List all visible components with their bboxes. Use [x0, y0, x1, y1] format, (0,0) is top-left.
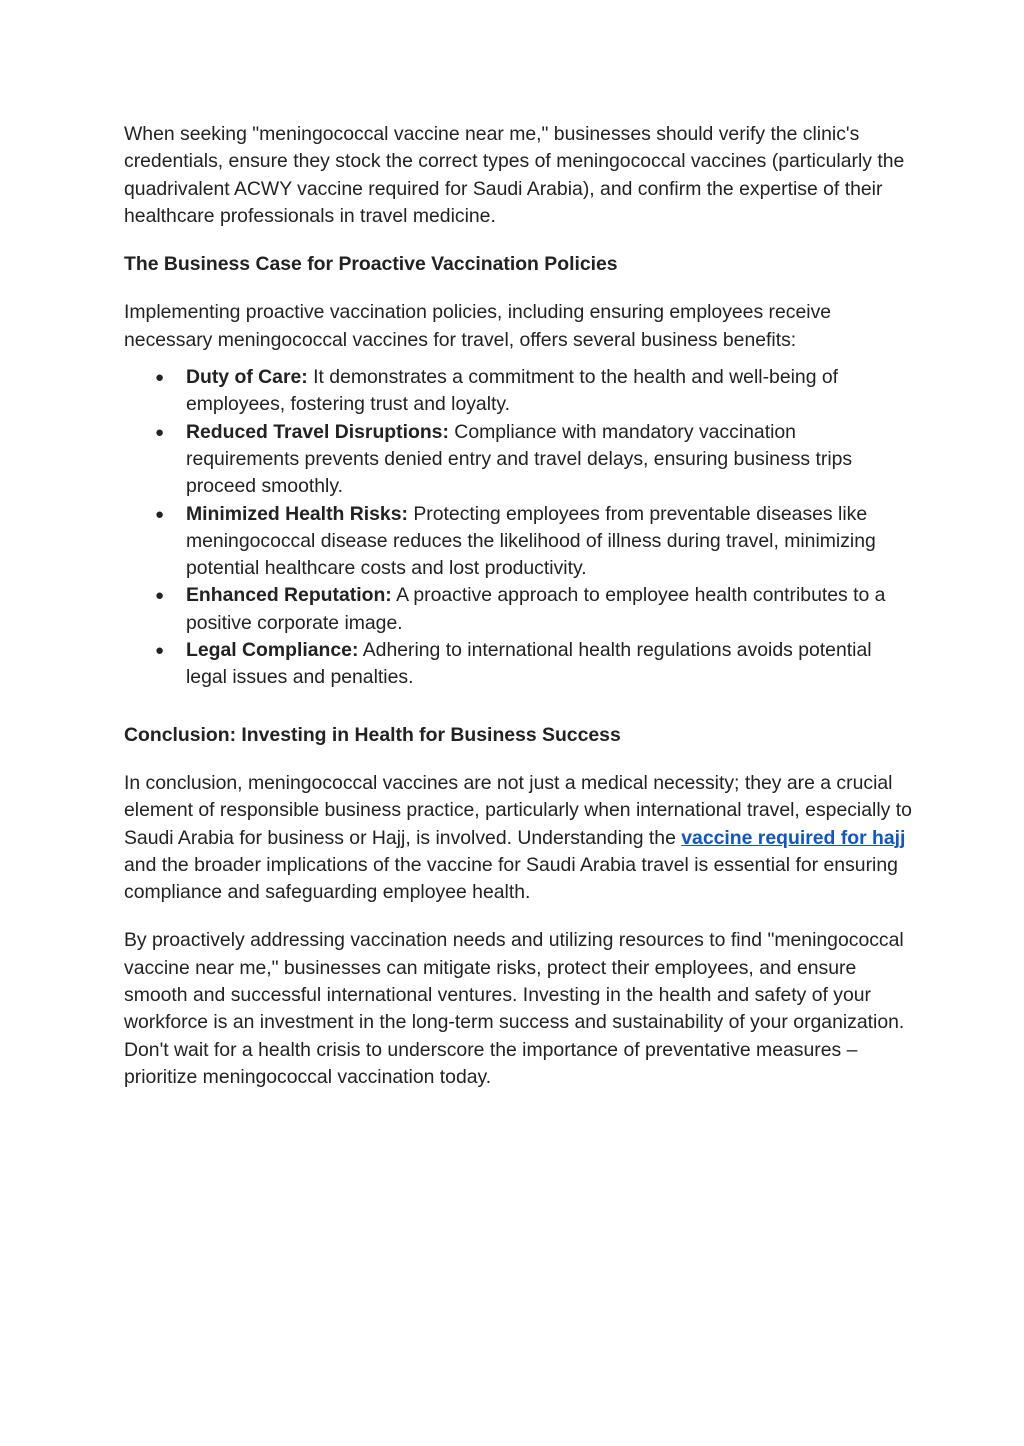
list-item-text: Adhering to international health regulations avoids potential legal issues and penalties.: [186, 639, 872, 689]
conclusion-text-after-link: and the broader implications of the vaccine for Saudi Arabia travel is essential for ensuring compliance and safeguarding employee health.: [124, 853, 898, 904]
bullet-icon: ●: [155, 642, 165, 660]
bullet-icon: ●: [155, 505, 165, 523]
list-item-legal-compliance: [124, 637, 914, 692]
list-item-term: Reduced Travel Disruptions:: [186, 420, 449, 443]
list-item-term: Duty of Care:: [186, 366, 308, 389]
bullet-icon: ●: [155, 369, 165, 387]
list-item-enhanced-reputation: [124, 582, 914, 637]
intro-paragraph: When seeking "meningococcal vaccine near me," businesses should verify the clinic's credentials, ensure they stock the correct types of meningococcal vaccines (particularly the quadrivalent ACWY vaccine required for Saudi Arabia), and confirm the expertise of their healthcare professionals in travel medicine.: [124, 123, 905, 227]
conclusion-paragraph-2: By proactively addressing vaccination needs and utilizing resources to find "meningococcal vaccine near me," businesses can mitigate risks, protect their employees, and ensure smooth and successful international ventures. Investing in the health and safety of your workforce is an investment in the long-term success and sustainability of your organization. Don't wait for a health crisis to underscore the importance of preventative measures – prioritize meningococcal vaccination today.: [124, 929, 905, 1088]
list-item-reduced-travel-disruptions: [124, 419, 914, 501]
list-item-minimized-health-risks: [124, 501, 914, 583]
bullet-icon: ●: [155, 423, 165, 441]
list-item-text: Protecting employees from preventable diseases like meningococcal disease reduces the likelihood of illness during travel, minimizing potential healthcare costs and lost productivity.: [186, 502, 876, 580]
business-case-lead-paragraph: Implementing proactive vaccination policies, including ensuring employees receive necessary meningococcal vaccines for travel, offers several business benefits:: [124, 301, 832, 351]
business-case-heading: The Business Case for Proactive Vaccination Policies: [124, 253, 618, 276]
vaccine-required-for-hajj-link[interactable]: vaccine required for hajj: [681, 826, 906, 849]
conclusion-text-before-link: In conclusion, meningococcal vaccines are not just a medical necessity; they are a crucial element of responsible business practice, particularly when international travel, especially to Saudi Arabia for business or Hajj, is involved. Understanding the: [124, 771, 912, 849]
conclusion-heading: Conclusion: Investing in Health for Business Success: [124, 723, 621, 746]
list-item-duty-of-care: [124, 364, 914, 419]
bullet-icon: ●: [155, 587, 165, 605]
list-item-term: Minimized Health Risks:: [186, 502, 408, 525]
list-item-term: Legal Compliance:: [186, 639, 359, 662]
conclusion-paragraph-1: [124, 770, 914, 906]
list-item-text: A proactive approach to employee health contributes to a positive corporate image.: [186, 584, 886, 634]
list-item-text: Compliance with mandatory vaccination requirements prevents denied entry and travel delays, ensuring business trips proceed smoothly.: [186, 420, 853, 498]
list-item-text: It demonstrates a commitment to the health and well-being of employees, fostering trust and loyalty.: [186, 366, 839, 416]
list-item-term: Enhanced Reputation:: [186, 584, 392, 607]
document-page: [124, 121, 914, 1091]
benefits-list: [124, 364, 914, 692]
